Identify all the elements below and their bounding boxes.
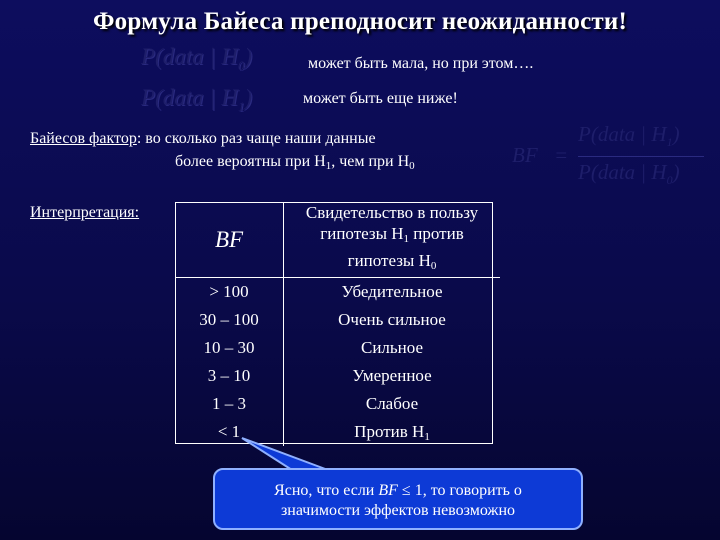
bayes-factor-colon: : — [136, 130, 146, 147]
formula-h0-prefix: P(data | H — [141, 44, 239, 69]
formula-p-data-h1 — [141, 85, 252, 115]
bf-line2-sub1: 1 — [325, 160, 332, 172]
formula-h1-sub: 1 — [238, 99, 245, 114]
header-evidence-line3a: гипотезы H — [347, 251, 431, 270]
callout-line2: значимости эффектов невозможно — [280, 502, 516, 519]
bf-den-sub: 0 — [666, 173, 673, 187]
formula-h0-sub: 0 — [238, 58, 245, 73]
bf-formula-equals: = — [554, 143, 569, 167]
cell-evidence-prefix: Против H — [354, 421, 425, 441]
callout-pointer-shape — [242, 438, 328, 470]
header-evidence-line1: Свидетельство в пользу — [305, 203, 479, 222]
bf-den-prefix: P(data | H — [578, 160, 667, 184]
bf-formula-numerator — [578, 122, 680, 150]
bf-num-sub: 1 — [666, 135, 673, 149]
cell-evidence: Очень сильное — [338, 310, 446, 329]
table-row — [175, 278, 500, 307]
table-row — [175, 306, 500, 334]
interpretation-table — [175, 202, 500, 446]
table-row — [175, 362, 500, 390]
bf-fraction-bar — [578, 156, 704, 157]
callout-line1-a: Ясно, что если — [274, 482, 379, 499]
formula-h1-prefix: P(data | H — [141, 85, 239, 110]
header-evidence-line2a: гипотезы H — [320, 224, 404, 243]
cell-bf: > 100 — [175, 278, 284, 307]
table-row — [175, 334, 500, 362]
header-evidence-line3-sub: 0 — [430, 260, 437, 272]
cell-evidence: Сильное — [360, 338, 424, 357]
table-row — [175, 390, 500, 418]
callout-line1-bf: BF — [378, 482, 398, 499]
bayes-factor-desc-line1: во сколько раз чаще наши данные — [145, 130, 376, 147]
bf-formula — [512, 122, 712, 192]
cell-bf: < 1 — [175, 418, 284, 446]
bf-line2-part-b: , чем при H — [331, 153, 410, 170]
bayes-factor-label: Байесов фактор — [30, 130, 137, 147]
cell-evidence: Умеренное — [352, 366, 432, 385]
cell-bf: 3 – 10 — [175, 362, 284, 390]
interpretation-label: Интерпретация: — [30, 204, 140, 221]
header-evidence-line2-sub: 1 — [403, 233, 410, 245]
cell-bf: 1 – 3 — [175, 390, 284, 418]
bf-line2-part-a: более вероятны при H — [175, 153, 326, 170]
header-bf: BF — [175, 202, 284, 278]
header-evidence-line2b: против — [409, 224, 464, 243]
cell-evidence: Слабое — [365, 394, 419, 413]
note-h0: может быть мала, но при этом…. — [308, 55, 534, 72]
bf-formula-lhs: BF — [512, 143, 538, 167]
bf-line2-sub2: 0 — [409, 160, 415, 172]
slide-title: Формула Байеса преподносит неожиданности! — [92, 8, 627, 35]
bf-den-suffix: ) — [672, 160, 680, 184]
bf-num-prefix: P(data | H — [578, 122, 667, 146]
cell-bf: 30 – 100 — [175, 306, 284, 334]
table-header-row — [175, 202, 500, 278]
callout-line1-b: ≤ 1, то говорить о — [397, 482, 522, 499]
formula-h1-suffix: ) — [244, 85, 253, 110]
cell-evidence: Убедительное — [341, 282, 443, 301]
bf-num-suffix: ) — [672, 122, 680, 146]
cell-evidence-sub: 1 — [424, 430, 430, 443]
bf-formula-denominator — [578, 160, 680, 188]
bayes-factor-desc-line2 — [175, 153, 415, 172]
bayes-factor-definition — [30, 130, 376, 148]
callout-box — [213, 468, 583, 530]
header-evidence — [284, 202, 501, 278]
note-h1: может быть еще ниже! — [303, 90, 458, 107]
cell-bf: 10 – 30 — [175, 334, 284, 362]
formula-h0-suffix: ) — [244, 44, 253, 69]
formula-p-data-h0 — [141, 44, 252, 74]
